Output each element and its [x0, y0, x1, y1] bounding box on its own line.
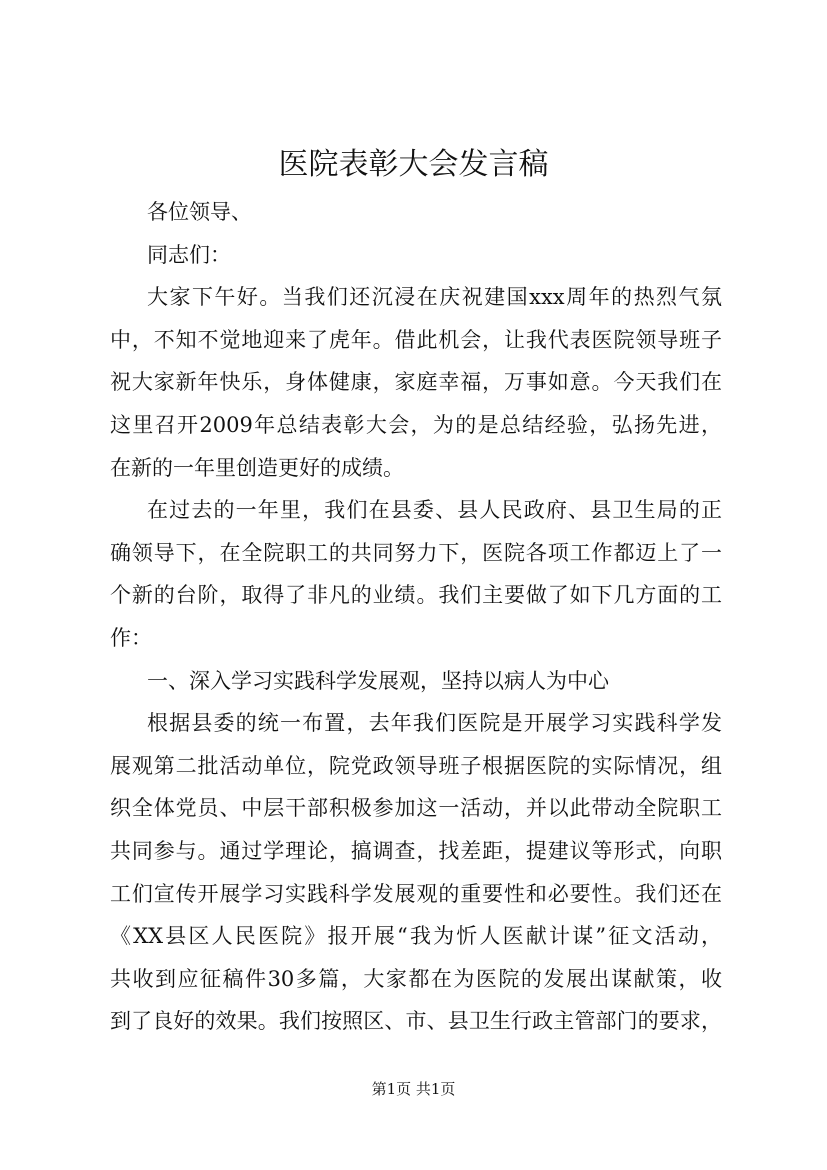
- text-line: 确领导下，在全院职工的共同努力下，医院各项工作都迈上了一: [110, 540, 722, 565]
- text-line: 同志们：: [147, 242, 231, 267]
- text-line: 个新的台阶，取得了非凡的业绩。我们主要做了如下几方面的工: [110, 583, 722, 608]
- text-line: 展观第二批活动单位，院党政领导班子根据医院的实际情况，组: [110, 753, 722, 778]
- text-line: 大家下午好。当我们还沉浸在庆祝建国xxx周年的热烈气氛: [147, 285, 722, 310]
- text-line: 到了良好的效果。我们按照区、市、县卫生行政主管部门的要求，: [110, 1009, 722, 1034]
- text-line: 《XX县区人民医院》报开展“我为忻人医献计谋”征文活动，: [110, 924, 722, 949]
- paragraph: [110, 489, 722, 659]
- text-line: 作：: [110, 625, 152, 650]
- page-footer: 第1页 共1页: [371, 1080, 456, 1098]
- text-line: 各位领导、: [147, 200, 252, 224]
- paragraph: [110, 702, 722, 1043]
- text-line: 这里召开2009年总结表彰大会，为的是总结经验，弘扬先进，: [110, 412, 722, 437]
- text-line: 在新的一年里创造更好的成绩。: [110, 455, 404, 480]
- paragraph: [110, 234, 722, 277]
- paragraph: [110, 276, 722, 489]
- paragraph: [110, 660, 722, 703]
- text-line: 在过去的一年里，我们在县委、县人民政府、县卫生局的正: [147, 498, 722, 523]
- text-line: 根据县委的统一布置，去年我们医院是开展学习实践科学发: [147, 711, 722, 736]
- text-line: 共同参与。通过学理论，搞调查，找差距，提建议等形式，向职: [110, 838, 722, 863]
- text-line: 祝大家新年快乐，身体健康，家庭幸福，万事如意。今天我们在: [110, 370, 722, 395]
- text-line: 工们宣传开展学习实践科学发展观的重要性和必要性。我们还在: [110, 881, 722, 906]
- text-line: 一、深入学习实践科学发展观，坚持以病人为中心: [147, 668, 609, 693]
- text-line: 中，不知不觉地迎来了虎年。借此机会，让我代表医院领导班子: [110, 327, 722, 352]
- text-line: 织全体党员、中层干部积极参加这一活动，并以此带动全院职工: [110, 796, 722, 821]
- text-line: 共收到应征稿件30多篇，大家都在为医院的发展出谋献策，收: [110, 966, 722, 991]
- paragraph: [110, 191, 722, 234]
- document-body: [110, 191, 722, 1043]
- document-title: 医院表彰大会发言稿: [278, 147, 549, 182]
